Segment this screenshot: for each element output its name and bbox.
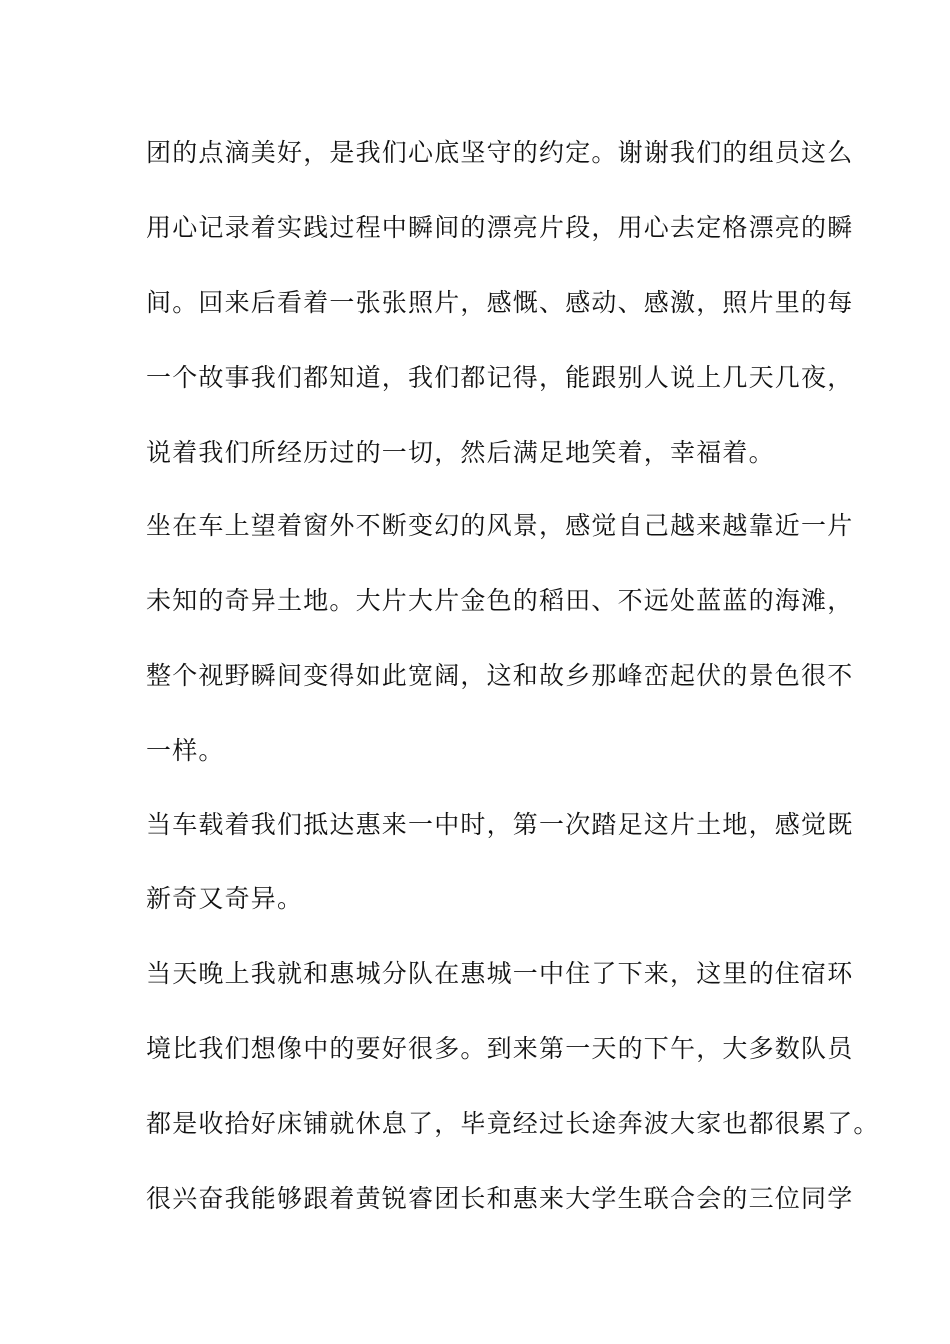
text-line: 整个视野瞬间变得如此宽阔，这和故乡那峰峦起伏的景色很不: [146, 661, 854, 690]
text-line: 当车载着我们抵达惠来一中时，第一次踏足这片土地，感觉既: [146, 810, 854, 839]
text-line: 说着我们所经历过的一切，然后满足地笑着，幸福着。: [146, 438, 775, 467]
text-line: 一个故事我们都知道，我们都记得，能跟别人说上几天几夜，: [146, 363, 854, 392]
text-line: 境比我们想像中的要好很多。到来第一天的下午，大多数队员: [146, 1034, 854, 1063]
text-line: 一样。: [146, 736, 225, 765]
text-line: 新奇又奇异。: [146, 884, 304, 913]
text-line: 未知的奇异土地。大片大片金色的稻田、不远处蓝蓝的海滩，: [146, 586, 854, 615]
text-line: 团的点滴美好，是我们心底坚守的约定。谢谢我们的组员这么: [146, 138, 854, 167]
text-line: 间。回来后看着一张张照片，感慨、感动、感激，照片里的每: [146, 288, 854, 317]
text-line: 当天晚上我就和惠城分队在惠城一中住了下来，这里的住宿环: [146, 959, 854, 988]
text-line: 很兴奋我能够跟着黄锐睿团长和惠来大学生联合会的三位同学: [146, 1184, 854, 1213]
text-line: 都是收拾好床铺就休息了，毕竟经过长途奔波大家也都很累了。: [146, 1109, 880, 1138]
text-line: 用心记录着实践过程中瞬间的漂亮片段，用心去定格漂亮的瞬: [146, 213, 854, 242]
text-line: 坐在车上望着窗外不断变幻的风景，感觉自己越来越靠近一片: [146, 511, 854, 540]
